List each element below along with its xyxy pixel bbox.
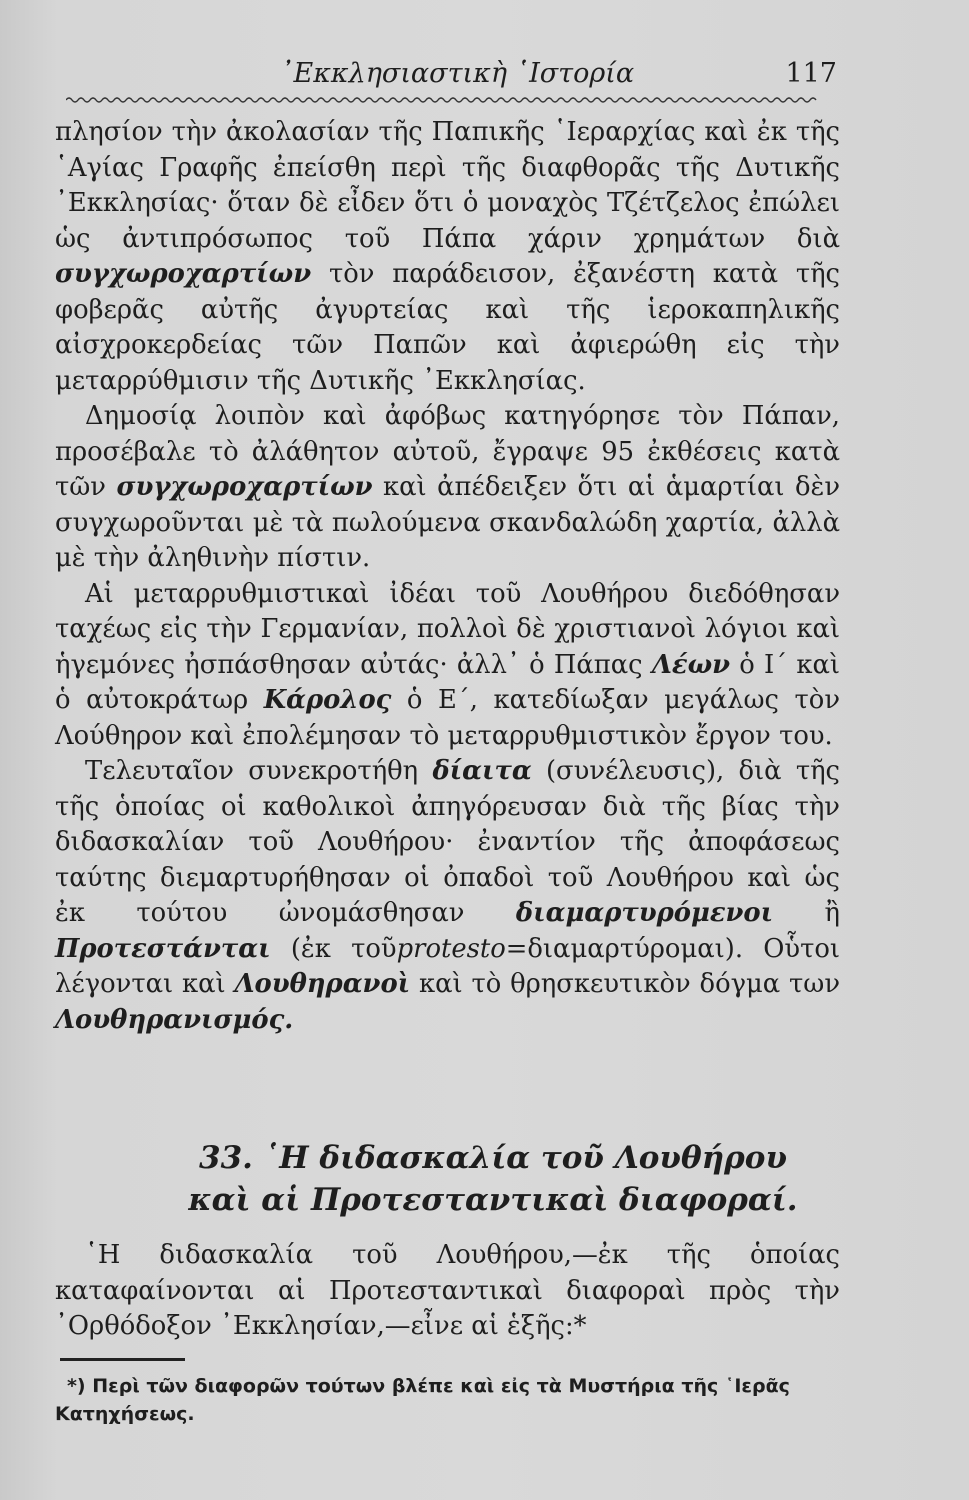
- emphasis-name: Κάρολος: [263, 685, 392, 715]
- running-title: ᾿Εκκλησιαστικὴ ῾Ιστορία: [280, 58, 635, 89]
- page-number: 117: [785, 58, 837, 89]
- header-wavy-rule: [66, 96, 818, 104]
- paragraph-1: πλησίον τὴν ἀκολασίαν τῆς Παπικῆς ῾Ιεραρχίας καὶ ἐκ τῆς ῾Αγίας Γραφῆς ἐπείσθη περὶ τῆς διαφθορᾶς τῆς Δυτικῆς ᾿Εκκλησίας· ὅταν δὲ εἶδεν ὅτι ὁ μοναχὸς Τζέτζελος ἐπώλει ὡς ἀντιπρόσωπος τοῦ Πάπα χάριν χρημάτων διὰ συγχωροχαρτίων τὸν παράδεισον, ἐξανέστη κατὰ τῆς φοβερᾶς αὐτῆς ἀγυρτείας καὶ τῆς ἱεροκαπηλικῆς αἰσχροκερδείας τῶν Παπῶν καὶ ἀφιερώθη εἰς τὴν μεταρρύθμισιν τῆς Δυτικῆς ᾿Εκκλησίας.: [55, 117, 840, 396]
- emphasis-name: Λέων: [651, 649, 731, 680]
- emphasis-term: Προτεστάνται: [55, 933, 271, 964]
- emphasis-term: Λουθηρανισμός.: [55, 1004, 294, 1035]
- emphasis-term: Λουθηρανοὶ: [234, 969, 411, 999]
- footnote-rule: [60, 1358, 185, 1361]
- section-text: [55, 1238, 840, 1345]
- paragraph-4: Τελευταῖον συνεκροτήθη δίαιτα (συνέλευσις), διὰ τῆς τῆς ὁποίας οἱ καθολικοὶ ἀπηγόρευσαν διὰ τῆς βίας τὴν διδασκαλίαν τοῦ Λουθήρου· ἐναντίον τῆς ἀποφάσεως ταύτης διεμαρτυρήθησαν οἱ ὀπαδοὶ τοῦ Λουθήρου καὶ ὡς ἐκ τούτου ὠνομάσθησαν διαμαρτυρόμενοι ἢ Προτεστάνται (ἐκ τοῦprotesto=διαμαρτύρομαι). Οὗτοι λέγονται καὶ Λουθηρανοὶ καὶ τὸ θρησκευτικὸν δόγμα των Λουθηρανισμός.: [55, 756, 841, 1035]
- paragraph-3: Αἱ μεταρρυθμιστικαὶ ἰδέαι τοῦ Λουθήρου διεδόθησαν ταχέως εἰς τὴν Γερμανίαν, πολλοὶ δὲ χριστιανοὶ λόγιοι καὶ ἡγεμόνες ἠσπάσθησαν αὐτάς· ἀλλ᾿ ὁ Πάπας Λέων ὁ Ι΄ καὶ ὁ αὐτοκράτωρ Κάρολος ὁ Ε΄, κατεδίωξαν μεγάλως τὸν Λούθηρον καὶ ἐπολέμησαν τὸ μεταρρυθμιστικὸν ἔργον του.: [55, 578, 841, 751]
- section-heading-line-2: καὶ αἱ Προτεσταντικαὶ διαφοραί.: [188, 1182, 798, 1218]
- emphasis-term: συγχωροχαρτίων: [116, 472, 373, 502]
- paragraph-2: Δημοσίᾳ λοιπὸν καὶ ἀφόβως κατηγόρησε τὸν Πάπαν, προσέβαλε τὸ ἀλάθητον αὐτοῦ, ἔγραψε 95 ἐκθέσεις κατὰ τῶν συγχωροχαρτίων καὶ ἀπέδειξεν ὅτι αἱ ἁμαρτίαι δὲν συγχωροῦνται μὲ τὰ πωλούμενα σκανδαλώδη χαρτία, ἀλλὰ μὲ τὴν ἀληθινὴν πίστιν.: [55, 401, 841, 573]
- emphasis-term: συγχωροχαρτίων: [55, 259, 312, 289]
- footnote-text: *) Περὶ τῶν διαφορῶν τούτων βλέπε καὶ εἰς τὰ Μυστήρια τῆς ῾Ιερᾶς Κατηχήσεως.: [55, 1375, 790, 1425]
- latin-word: protesto: [396, 933, 506, 964]
- section-heading-line-1: 33. ῾Η διδασκαλία τοῦ Λουθήρου: [199, 1140, 787, 1176]
- section-heading: [70, 1137, 908, 1221]
- emphasis-term: διαμαρτυρόμενοι: [515, 898, 774, 928]
- emphasis-term: δίαιτα: [432, 756, 532, 786]
- footnote: [55, 1372, 845, 1428]
- main-text: [55, 115, 840, 1038]
- page-header: [280, 58, 837, 98]
- paragraph-5: ῾Η διδασκαλία τοῦ Λουθήρου,—ἐκ τῆς ὁποίας καταφαίνονται αἱ Προτεσταντικαὶ διαφοραὶ πρὸς τὴν ᾿Ορθόδοξον ᾿Εκκλησίαν,—εἶνε αἱ ἑξῆς:*: [55, 1240, 840, 1341]
